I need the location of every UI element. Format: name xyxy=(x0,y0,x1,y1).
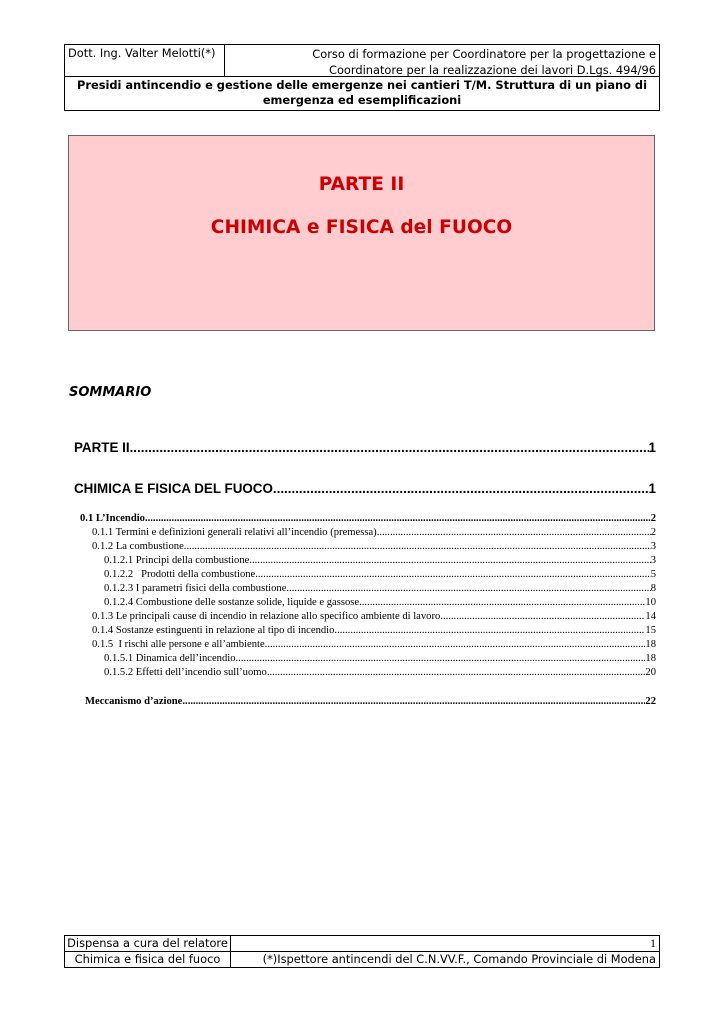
toc-entry-page: 2 xyxy=(650,527,656,538)
toc-entry-label: 0.1.2.3 I parametri fisici della combustione xyxy=(104,583,287,594)
toc-main-entry[interactable] xyxy=(74,440,656,455)
toc-entry-page: 1 xyxy=(648,481,656,496)
toc-entry-page: 18 xyxy=(645,639,656,650)
toc-entry[interactable] xyxy=(92,527,656,538)
toc-entry[interactable] xyxy=(92,611,656,622)
toc-leader-dots xyxy=(249,555,650,566)
toc-entry-label: 0.1.1 Termini e definizioni generali relativi all’incendio (premessa) xyxy=(92,527,377,538)
toc-entry[interactable] xyxy=(104,555,656,566)
footer-editor: Dispensa a cura del relatore xyxy=(65,936,231,951)
toc-leader-dots xyxy=(130,440,649,455)
chapter-title: CHIMICA e FISICA del FUOCO xyxy=(210,217,513,238)
toc-leader-dots xyxy=(286,583,650,594)
toc-leader-dots xyxy=(184,541,651,552)
toc-entry-label: 0.1.2.2 Prodotti della combustione xyxy=(104,569,256,580)
header-author: Dott. Ing. Valter Melotti(*) xyxy=(65,45,225,76)
toc-entry-label: 0.1.4 Sostanze estinguenti in relazione al tipo di incendio xyxy=(92,625,335,636)
header-title: Presidi antincendio e gestione delle emergenze nei cantieri T/M. Struttura di un piano di emergenza ed esemplificazioni xyxy=(77,78,647,107)
header-course: Corso di formazione per Coordinatore per la progettazione e Coordinatore per la realizzazione dei lavori D.Lgs. 494/96 xyxy=(312,47,656,77)
toc-entry[interactable] xyxy=(92,541,656,552)
toc-entry-label: Meccanismo d’azione xyxy=(85,696,183,707)
toc-entry-label: 0.1.2 La combustione xyxy=(92,541,184,552)
toc-entry[interactable] xyxy=(104,569,656,580)
toc-entry-page: 3 xyxy=(650,541,656,552)
toc-entry[interactable] xyxy=(104,597,656,608)
toc-leader-dots xyxy=(359,597,645,608)
toc-leader-dots xyxy=(255,569,650,580)
toc-entry-page: 1 xyxy=(648,440,656,455)
toc-entry-page: 2 xyxy=(650,513,656,524)
toc-entry-page: 5 xyxy=(650,569,656,580)
toc-entry-label: 0.1.2.4 Combustione delle sostanze solide, liquide e gassose xyxy=(104,597,360,608)
toc-entry[interactable] xyxy=(80,513,656,524)
toc-entry-page: 14 xyxy=(645,611,656,622)
sommario-heading: SOMMARIO xyxy=(69,385,152,400)
toc-entry-label: 0.1.3 Le principali cause di incendio in relazione allo specifico ambiente di lavoro xyxy=(92,611,441,622)
toc-entry-label: CHIMICA E FISICA DEL FUOCO xyxy=(74,481,273,496)
toc-entry-page: 15 xyxy=(645,625,656,636)
toc-leader-dots xyxy=(182,696,645,707)
page-footer xyxy=(64,935,660,968)
toc-entry[interactable] xyxy=(104,583,656,594)
toc-leader-dots xyxy=(265,639,646,650)
toc-entry-label: PARTE II xyxy=(74,440,130,455)
toc-entry[interactable] xyxy=(104,653,656,664)
footer-inspector: (*)Ispettore antincendi del C.N.VV.F., Comando Provinciale di Modena xyxy=(262,952,656,966)
toc-entry[interactable] xyxy=(92,625,656,636)
toc-entry-label: 0.1.5.2 Effetti dell’incendio sull’uomo xyxy=(104,667,267,678)
toc-entry-page: 20 xyxy=(645,667,656,678)
footer-row xyxy=(65,951,659,967)
toc-main-entry[interactable] xyxy=(74,481,656,496)
toc-entry-page: 10 xyxy=(645,597,656,608)
toc-entry[interactable] xyxy=(92,639,656,650)
footer-topic: Chimica e fisica del fuoco xyxy=(65,952,231,967)
toc-leader-dots xyxy=(440,611,645,622)
toc-entry[interactable] xyxy=(85,696,656,707)
toc-entry-page: 3 xyxy=(650,555,656,566)
toc-entry-label: 0.1 L’Incendio xyxy=(80,513,145,524)
toc-entry-label: 0.1.2.1 Principi della combustione xyxy=(104,555,250,566)
toc-entry-page: 18 xyxy=(645,653,656,664)
toc-entry[interactable] xyxy=(104,667,656,678)
toc-leader-dots xyxy=(267,667,646,678)
toc-entry-label: 0.1.5.1 Dinamica dell’incendio xyxy=(104,653,236,664)
part-title: PARTE II xyxy=(318,174,405,195)
page-number: 1 xyxy=(650,936,656,950)
toc-entry-page: 8 xyxy=(650,583,656,594)
toc-leader-dots xyxy=(145,513,651,524)
header-row xyxy=(65,45,659,77)
toc-leader-dots xyxy=(273,481,649,496)
toc-leader-dots xyxy=(377,527,651,538)
toc-leader-dots xyxy=(334,625,645,636)
title-box xyxy=(68,135,655,331)
toc-entry-label: 0.1.5 I rischi alle persone e all’ambiente xyxy=(92,639,265,650)
toc-leader-dots xyxy=(236,653,646,664)
page-header xyxy=(64,44,660,111)
toc-entry-page: 22 xyxy=(645,696,656,707)
footer-row xyxy=(65,936,659,951)
